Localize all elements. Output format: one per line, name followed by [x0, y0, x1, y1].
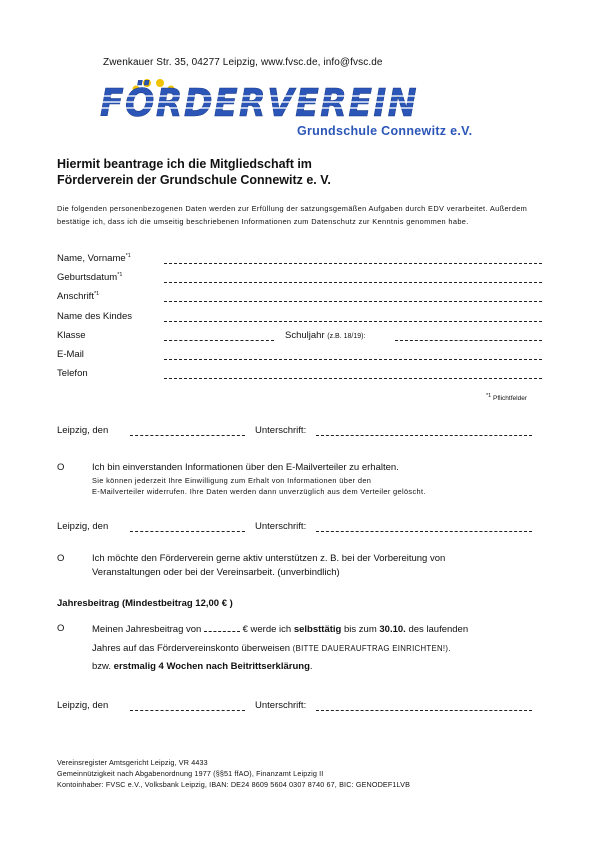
child-name-label: Name des Kindes	[57, 311, 132, 322]
required-note: $^{*1}$ Pflichtfelder	[486, 393, 527, 403]
name-field[interactable]	[164, 263, 542, 264]
fee-title: Jahresbeitrag (Mindestbeitrag 12,00 € )	[57, 598, 233, 609]
footer-nonprofit: Gemeinnützigkeit nach Abgabenordnung 1977 (§§51 ffAO), Finanzamt Leipzig II	[57, 769, 324, 778]
signature-field-3[interactable]	[316, 710, 532, 711]
active-support-text: Ich möchte den Förderverein gerne aktiv unterstützen z. B. bei der Vorbereitung von Veranstaltungen oder bei der Vereinsarbeit. (unverbindlich)	[92, 553, 446, 578]
date-field-1[interactable]	[130, 435, 245, 436]
phone-field[interactable]	[164, 378, 542, 379]
birthdate-field[interactable]	[164, 282, 542, 283]
name-label: Name, Vorname$^{*1}$	[57, 253, 131, 265]
fee-line-1: Meinen Jahresbeitrag von € werde ich selbsttätig bis zum 30.10. des laufenden	[92, 624, 469, 635]
email-field[interactable]	[164, 359, 542, 360]
signature-label: Unterschrift:	[255, 425, 307, 436]
class-label: Klasse	[57, 330, 86, 341]
footer-register: Vereinsregister Amtsgericht Leipzig, VR 4433	[57, 758, 208, 767]
email-consent-text: Ich bin einverstanden Informationen über den E-Mailverteiler zu erhalten.	[92, 462, 399, 473]
address-line: Zwenkauer Str. 35, 04277 Leipzig, www.fvsc.de, info@fvsc.de	[103, 57, 383, 68]
place-date-label: Leipzig, den	[57, 521, 109, 532]
place-date-label: Leipzig, den	[57, 700, 109, 711]
footer	[57, 757, 410, 790]
place-date-label: Leipzig, den	[57, 425, 109, 436]
address-field[interactable]	[164, 301, 542, 302]
signature-field-1[interactable]	[316, 435, 532, 436]
fee-amount-field[interactable]	[204, 622, 240, 632]
school-year-field[interactable]	[395, 340, 542, 341]
fee-line-2: Jahres auf das Fördervereinskonto überweisen (BITTE DAUERAUFTRAG EINRICHTEN!).	[92, 643, 451, 654]
phone-label: Telefon	[57, 368, 88, 379]
logo-subtitle: Grundschule Connewitz e.V.	[297, 124, 473, 138]
intro-text: Die folgenden personenbezogenen Daten werden zur Erfüllung der satzungsgemäßen Aufgaben durch EDV verarbeitet. Außerdem bestätige ich, dass ich die umseitig beschriebenen Informationen zum Datenschutz zur Kenntnis genommen habe.	[57, 204, 528, 226]
school-year-label: Schuljahr (z.B. 18/19):	[285, 330, 366, 341]
footer-bank: Kontoinhaber: FVSC e.V., Volksbank Leipzig, IBAN: DE24 8609 5604 0307 8740 67, BIC: GENODEF1LVB	[57, 780, 411, 789]
email-consent-checkbox[interactable]: O	[57, 462, 65, 473]
date-field-2[interactable]	[130, 531, 245, 532]
address-label: Anschrift$^{*1}$	[57, 291, 100, 303]
class-field[interactable]	[164, 340, 274, 341]
title-line-2: Förderverein der Grundschule Connewitz e. V.	[57, 173, 331, 187]
active-support-checkbox[interactable]: O	[57, 553, 65, 564]
logo-wordmark: FÖRDERVEREIN	[100, 81, 418, 125]
date-field-3[interactable]	[130, 710, 245, 711]
title-line-1: Hiermit beantrage ich die Mitgliedschaft im	[57, 157, 312, 171]
child-name-field[interactable]	[164, 321, 542, 322]
email-label: E-Mail	[57, 349, 84, 360]
signature-label: Unterschrift:	[255, 700, 307, 711]
email-consent-note: Sie können jederzeit Ihre Einwilligung zum Erhalt von Informationen über den E-Mailverteiler widerrufen. Ihre Daten werden dann unverzüglich aus dem Verteiler gelöscht.	[92, 476, 426, 496]
fee-checkbox[interactable]: O	[57, 623, 65, 634]
signature-label: Unterschrift:	[255, 521, 307, 532]
fee-line-3: bzw. erstmalig 4 Wochen nach Beitrittserklärung.	[92, 661, 313, 672]
birthdate-label: Geburtsdatum$^{*1}$	[57, 272, 123, 284]
page-title	[57, 156, 477, 188]
signature-field-2[interactable]	[316, 531, 532, 532]
